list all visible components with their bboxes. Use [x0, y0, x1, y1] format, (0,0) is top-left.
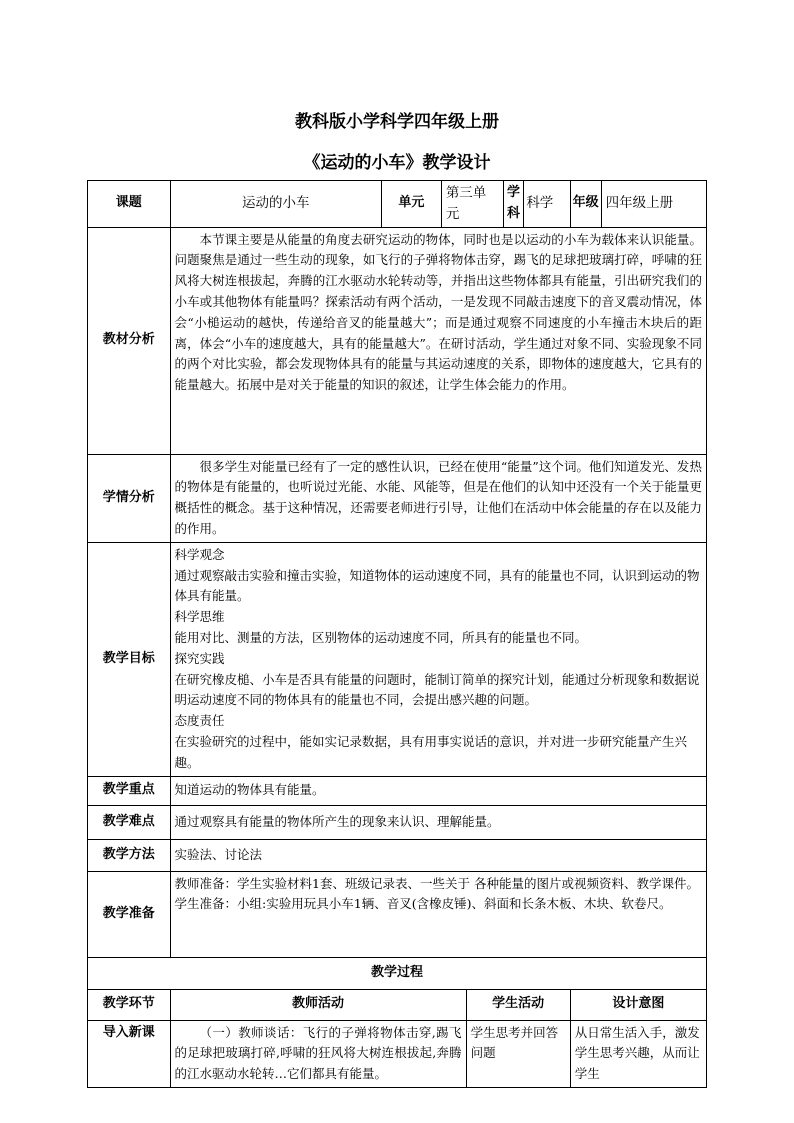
objective-text: 在研究橡皮槌、小车是否具有能量的问题时，能制订简单的探究计划，能通过分析现象和数据说明运动速度不同的物体具有的能量也不同，会提出感兴趣的问题。 [174, 671, 700, 708]
topic-label: 课题 [88, 181, 171, 228]
key-point-label: 教学重点 [88, 776, 171, 805]
objective-text: 能用对比、测量的方法，区别物体的运动速度不同，所具有的能量也不同。 [174, 629, 588, 645]
material-analysis-label: 教材分析 [88, 227, 171, 454]
method-label: 教学方法 [88, 839, 171, 871]
objective-heading: 科学观念 [174, 546, 225, 562]
topic-value: 运动的小车 [170, 181, 381, 228]
objectives-row [88, 542, 707, 776]
teacher-preparation: 教师准备：学生实验材料1套、班级记录表、一些关于 各种能量的图片或视频资料、教学课件。 [174, 875, 699, 891]
preparation-content [170, 871, 706, 957]
student-preparation: 学生准备：小组:实验用玩具小车1辆、音叉(含橡皮锤)、斜面和长条木板、木块、软卷尺。 [174, 896, 672, 912]
subject-label: 学科 [503, 181, 524, 228]
student-analysis-label: 学情分析 [88, 454, 171, 542]
objectives-label: 教学目标 [88, 542, 171, 776]
header-teacher-activity: 教师活动 [170, 989, 466, 1020]
difficulty-text: 通过观察具有能量的物体所产生的现象来认识、理解能量。 [170, 805, 706, 839]
material-analysis-text: 本节课主要是从能量的角度去研究运动的物体，同时也是以运动的小车为载体来认识能量。问题聚焦是通过一些生动的现象，如飞行的子弹将物体击穿，踢飞的足球把玻璃打碎，呼啸的狂风将大树连根拔起，奔腾的江水驱动水轮转动等，并指出这些物体都具有能量，引出研究我们的小车或其他物体有能量吗？探索活动有两个活动，一是发现不同敲击速度下的音叉震动情况，体会“小槌运动的越快，传递给音叉的能量越大”；而是通过观察不同速度的小车撞击木块后的距离，体会“小车的速度越大，具有的能量越大”。在研讨活动，学生通过对象不同、实验现象不同的两个对比实验，都会发现物体具有的能量与其运动速度的关系，即物体的速度越大，它具有的能量越大。拓展中是对关于能量的知识的叙述，让学生体会能力的作用。 [170, 227, 706, 454]
objective-heading: 态度责任 [174, 713, 225, 729]
objective-heading: 科学思维 [174, 609, 225, 625]
process-title-row [88, 957, 707, 989]
doc-title-line1: 教科版小学科学四年级上册 [295, 112, 499, 132]
subject-value: 科学 [524, 181, 570, 228]
grade-value: 四年级上册 [601, 181, 706, 228]
header-stage: 教学环节 [88, 989, 171, 1020]
key-point-row [88, 776, 707, 805]
key-point-text: 知道运动的物体具有能量。 [170, 776, 706, 805]
difficulty-label: 教学难点 [88, 805, 171, 839]
unit-label: 单元 [382, 181, 442, 228]
method-text: 实验法、讨论法 [170, 839, 706, 871]
material-analysis-row [88, 227, 707, 454]
student-analysis-text: 很多学生对能量已经有了一定的感性认识，已经在使用“能量”这个词。他们知道发光、发热的物体是有能量的，也听说过光能、水能、风能等，但是在他们的认知中还没有一个关于能量更概括性的概念。基于这种情况，还需要老师进行引导，让他们在活动中体会能量的存在以及能力的作用。 [170, 454, 706, 542]
design-intent-text: 从日常生活入手，激发学生思考兴趣，从而让学生 [570, 1020, 706, 1087]
preparation-row [88, 871, 707, 957]
process-title: 教学过程 [88, 957, 707, 989]
teacher-activity-text: （一）教师谈话：飞行的子弹将物体击穿,踢飞的足球把玻璃打碎,呼啸的狂风将大树连根拔起,奔腾的江水驱动水轮转…它们都具有能量。 [170, 1020, 466, 1087]
doc-title-line2: 《运动的小车》教学设计 [303, 153, 491, 173]
process-header-row [88, 989, 707, 1020]
header-design-intent: 设计意图 [570, 989, 706, 1020]
lesson-plan-table [87, 180, 707, 1088]
header-student-activity: 学生活动 [466, 989, 570, 1020]
grade-label: 年级 [570, 181, 601, 228]
difficulty-row [88, 805, 707, 839]
method-row [88, 839, 707, 871]
unit-value: 第三单元 [441, 181, 503, 228]
student-activity-text: 学生思考并回答问题 [466, 1020, 570, 1087]
student-analysis-row [88, 454, 707, 542]
preparation-label: 教学准备 [88, 871, 171, 957]
stage-label: 导入新课 [88, 1020, 171, 1087]
objective-text: 在实验研究的过程中，能如实记录数据，具有用事实说话的意识，并对进一步研究能量产生兴趣。 [174, 733, 688, 770]
process-row [88, 1020, 707, 1087]
objectives-list [170, 542, 706, 776]
info-row [88, 181, 707, 228]
objective-text: 通过观察敲击实验和撞击实验，知道物体的运动速度不同，具有的能量也不同，认识到运动的物体具有能量。 [174, 567, 700, 604]
objective-heading: 探究实践 [174, 650, 225, 666]
